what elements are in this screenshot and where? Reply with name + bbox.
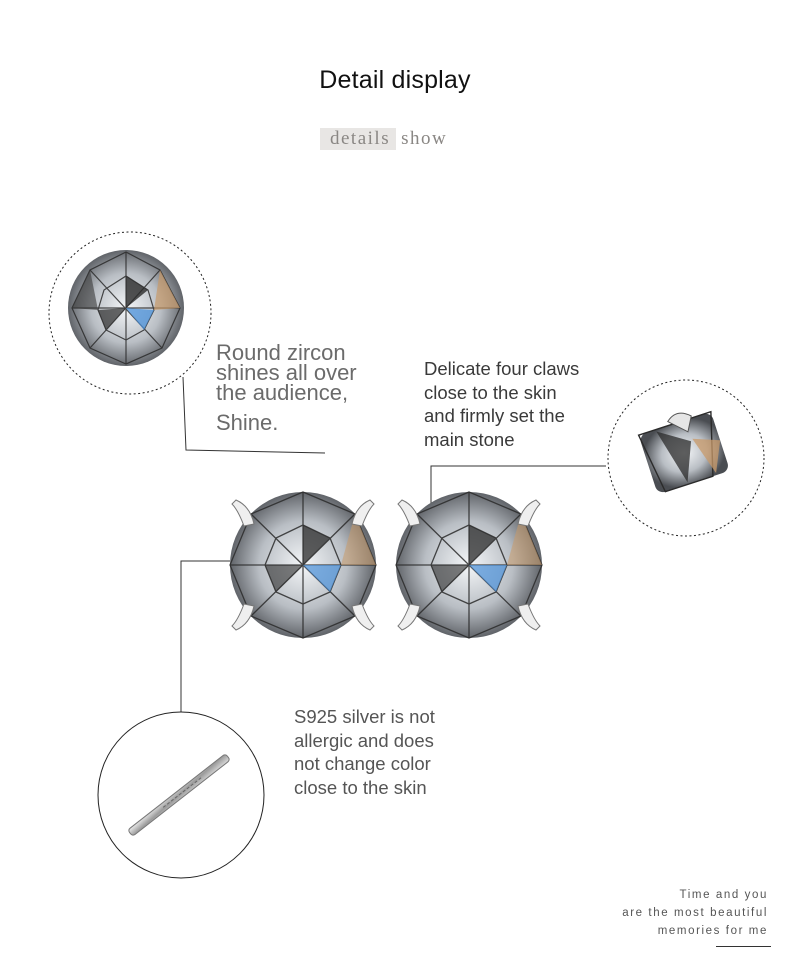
- silver-post-icon: [98, 712, 264, 878]
- callout-zircon-line-3: the audience,: [216, 380, 349, 405]
- earring-right-icon: [396, 492, 542, 638]
- claw-closeup-icon: [608, 380, 764, 536]
- subtitle-rest: show: [401, 128, 448, 149]
- tagline-underline: [716, 946, 771, 947]
- leader-line-silver: [181, 561, 230, 712]
- callout-zircon-last: Shine.: [216, 410, 279, 435]
- tagline: Time and you are the most beautiful memories for me: [622, 889, 768, 937]
- callout-claws: Delicate four claws close to the skin and firmly set the main stone: [424, 358, 580, 450]
- callout-zircon-line-2: shines all over: [216, 360, 357, 385]
- callout-silver: S925 silver is not allergic and does not change color close to the skin: [294, 706, 435, 798]
- callout-zircon: [216, 340, 406, 435]
- callout-zircon-line-1: Round zircon: [216, 340, 346, 365]
- page-title: Detail display: [319, 66, 471, 94]
- gem-closeup-icon: [49, 232, 211, 394]
- subtitle-highlight: details: [320, 128, 396, 150]
- earring-left-icon: [230, 492, 376, 638]
